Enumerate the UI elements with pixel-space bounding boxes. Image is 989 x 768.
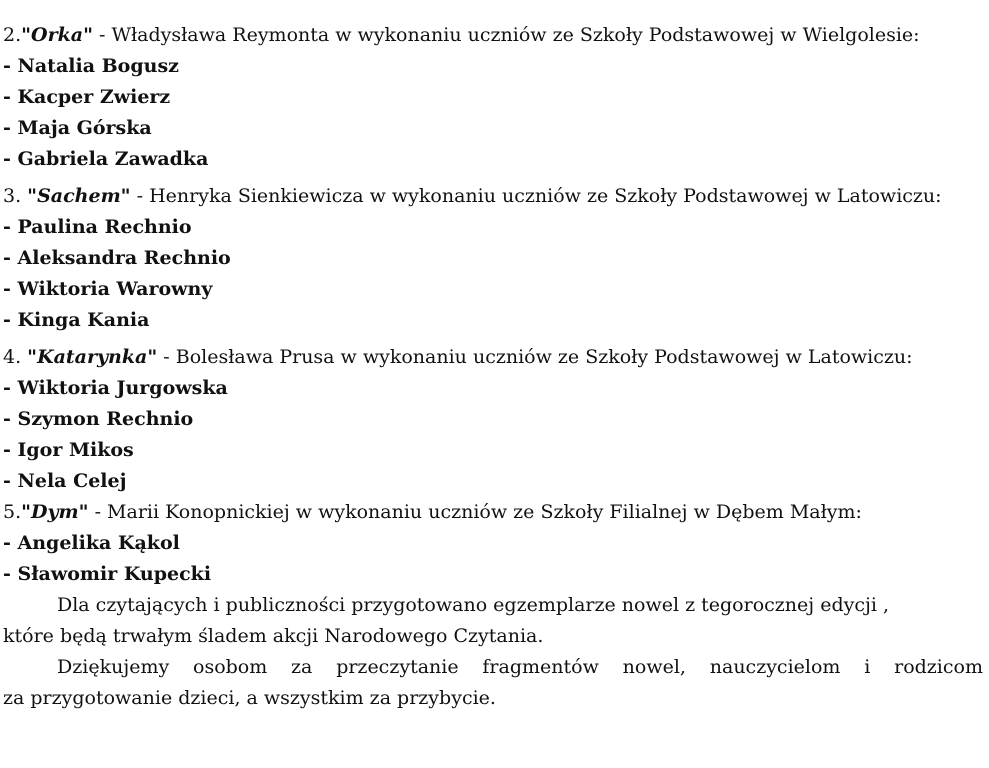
section-description: - Bolesława Prusa w wykonaniu uczniów ze Szkoły Podstawowej w Latowiczu: [157,346,913,368]
closing-paragraph-2-line-1 [3,652,983,683]
participant-name: - Wiktoria Warowny [3,278,213,300]
closing-word: i [864,656,871,678]
closing-paragraph-1-line-2: które będą trwałym śladem akcji Narodowego Czytania. [3,625,544,647]
closing-word: fragmentów [482,656,599,678]
section-number: 2. [3,24,22,46]
section-number: 4. [3,346,28,368]
participant-name: - Wiktoria Jurgowska [3,377,228,399]
participant-name: - Gabriela Zawadka [3,148,209,170]
section-number: 3. [3,185,28,207]
participant-name: - Szymon Rechnio [3,408,194,430]
section-title: "Dym" [21,501,89,523]
closing-text: Dla czytających i publiczności przygotowano egzemplarze nowel z tegorocznej edycji , [57,594,890,616]
participant-name: - Sławomir Kupecki [3,563,212,585]
participant-list-sachem [3,212,983,336]
participant-name: - Kinga Kania [3,309,150,331]
section-heading-sachem [3,181,983,212]
closing-word: nauczycielom [709,656,841,678]
section-number: 5. [3,501,22,523]
section-description: - Marii Konopnickiej w wykonaniu uczniów ze Szkoły Filialnej w Dębem Małym: [88,501,862,523]
participant-list-katarynka [3,373,983,497]
participant-name: - Kacper Zwierz [3,86,171,108]
participant-name: - Angelika Kąkol [3,532,180,554]
section-title: "Orka" [21,24,93,46]
participant-name: - Nela Celej [3,470,127,492]
section-title: "Katarynka" [27,346,158,368]
closing-word: przeczytanie [336,656,459,678]
closing-word: osobom [193,656,268,678]
participant-name: - Natalia Bogusz [3,55,179,77]
closing-word: za [291,656,313,678]
closing-paragraph-2-line-2: za przygotowanie dzieci, a wszystkim za przybycie. [3,687,496,709]
closing-word: nowel, [622,656,686,678]
participant-name: - Igor Mikos [3,439,134,461]
section-description: - Władysława Reymonta w wykonaniu uczniów ze Szkoły Podstawowej w Wielgolesie: [92,24,920,46]
closing-paragraph-1-line-1 [3,590,983,621]
participant-list-orka [3,51,983,175]
document-body [3,20,983,714]
section-title: "Sachem" [27,185,131,207]
participant-name: - Aleksandra Rechnio [3,247,231,269]
participant-list-dym [3,528,983,590]
participant-name: - Maja Górska [3,117,152,139]
section-heading-orka [3,20,983,51]
section-heading-dym [3,497,983,528]
closing-word: rodzicom [894,656,983,678]
closing-word: Dziękujemy [57,656,170,678]
section-heading-katarynka [3,342,983,373]
section-description: - Henryka Sienkiewicza w wykonaniu uczniów ze Szkoły Podstawowej w Latowiczu: [130,185,942,207]
participant-name: - Paulina Rechnio [3,216,192,238]
